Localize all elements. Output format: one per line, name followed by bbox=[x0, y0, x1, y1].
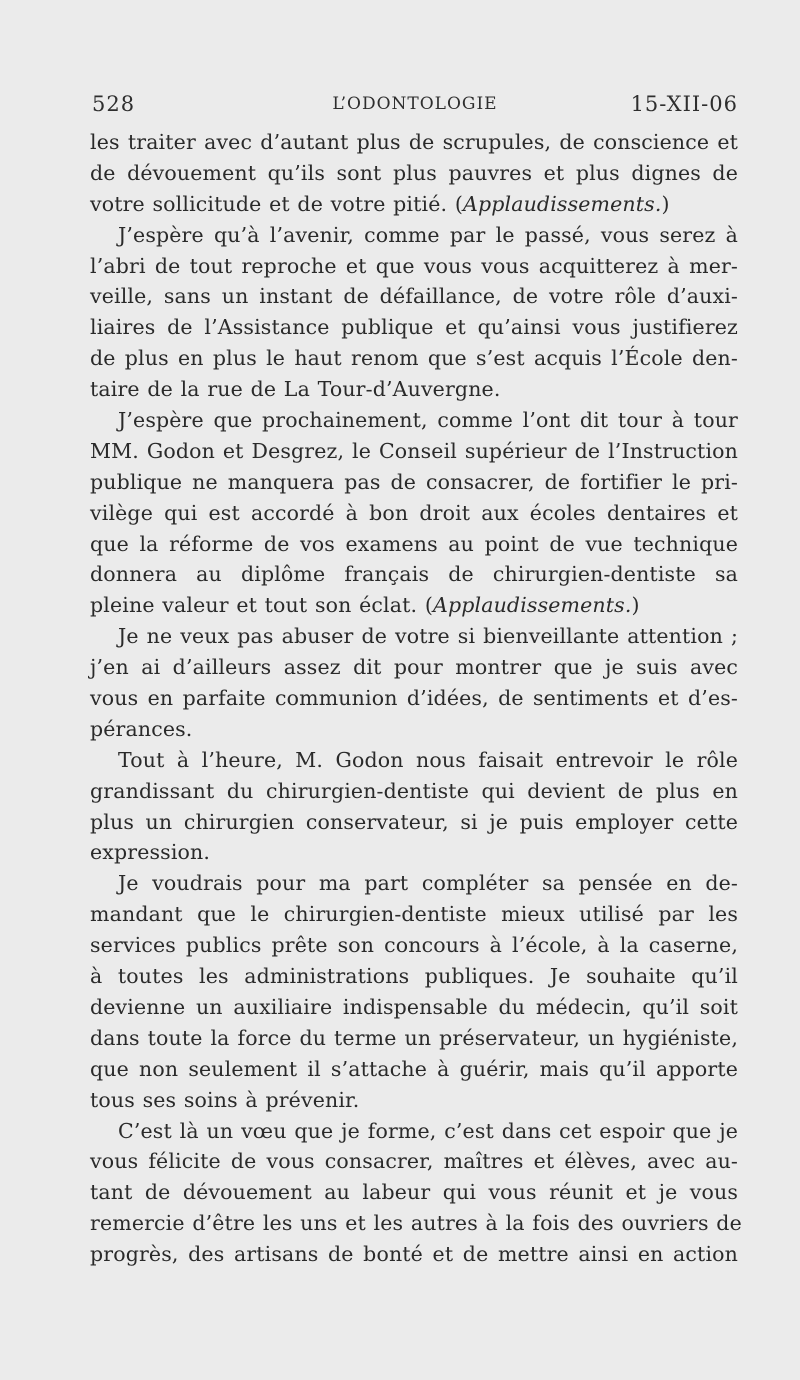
text-line bbox=[90, 961, 738, 992]
line-text: veille, sans un instant de défaillance, de votre rôle d’auxi- bbox=[90, 284, 738, 309]
text-line bbox=[90, 621, 738, 652]
text-line bbox=[90, 868, 738, 899]
text-line bbox=[90, 837, 738, 868]
text-line bbox=[90, 251, 738, 282]
line-text-end: ) bbox=[631, 593, 640, 618]
line-text: Je voudrais pour ma part compléter sa pensée en de- bbox=[118, 871, 738, 896]
text-line bbox=[90, 467, 738, 498]
line-text-end: ) bbox=[661, 191, 670, 216]
text-line bbox=[90, 436, 738, 467]
text-line bbox=[90, 745, 738, 776]
text-line bbox=[90, 312, 738, 343]
line-text: dans toute la force du terme un préservateur, un hygiéniste, bbox=[90, 1025, 738, 1050]
line-text: les traiter avec d’autant plus de scrupules, de conscience et bbox=[90, 130, 738, 154]
line-text: liaires de l’Assistance publique et qu’ainsi vous justifierez bbox=[90, 315, 738, 340]
text-line bbox=[90, 776, 738, 807]
body-text bbox=[90, 127, 742, 1270]
line-text: C’est là un vœu que je forme, c’est dans cet espoir que je bbox=[118, 1118, 738, 1143]
text-line bbox=[90, 807, 738, 838]
text-line bbox=[90, 343, 738, 374]
line-text: de dévouement qu’ils sont plus pauvres et plus dignes de bbox=[90, 160, 738, 185]
text-line bbox=[90, 1116, 738, 1147]
line-text: tous ses soins à prévenir. bbox=[90, 1087, 360, 1112]
line-text: donnera au diplôme français de chirurgien-dentiste sa bbox=[90, 562, 738, 587]
line-text: taire de la rue de La Tour-d’Auvergne. bbox=[90, 377, 501, 402]
text-line bbox=[90, 1146, 738, 1177]
applause-italic: Applaudissements. bbox=[463, 191, 662, 216]
text-line bbox=[90, 1085, 738, 1116]
issue-date: 15-XII-06 bbox=[630, 92, 738, 116]
line-text: expression. bbox=[90, 840, 211, 865]
text-line bbox=[90, 1023, 738, 1054]
text-line bbox=[90, 992, 738, 1023]
text-line bbox=[90, 559, 738, 590]
text-line bbox=[90, 529, 738, 560]
text-line bbox=[90, 127, 738, 158]
text-line bbox=[90, 1054, 738, 1085]
text-line bbox=[90, 1208, 742, 1239]
text-line bbox=[90, 374, 738, 405]
line-text: J’espère que prochainement, comme l’ont dit tour à tour bbox=[118, 408, 738, 433]
line-text: que non seulement il s’attache à guérir, mais qu’il apporte bbox=[90, 1056, 738, 1081]
line-text: grandissant du chirurgien-dentiste qui devient de plus en bbox=[90, 778, 738, 803]
line-text: que la réforme de vos examens au point de vue technique bbox=[90, 531, 738, 556]
text-line bbox=[90, 683, 738, 714]
line-text: vous en parfaite communion d’idées, de sentiments et d’es- bbox=[90, 686, 738, 711]
applause-italic: Applaudissements. bbox=[433, 593, 632, 618]
text-line bbox=[90, 1239, 738, 1270]
text-line bbox=[90, 1177, 738, 1208]
line-text: vilège qui est accordé à bon droit aux écoles dentaires et bbox=[90, 500, 738, 525]
line-text: mandant que le chirurgien-dentiste mieux utilisé par les bbox=[90, 902, 738, 927]
running-title: L’ODONTOLOGIE bbox=[332, 94, 498, 114]
text-line bbox=[90, 498, 738, 529]
line-text: devienne un auxiliaire indispensable du médecin, qu’il soit bbox=[90, 994, 738, 1019]
line-text: votre sollicitude et de votre pitié. ( bbox=[90, 191, 463, 216]
text-line bbox=[90, 590, 738, 621]
line-text: pleine valeur et tout son éclat. ( bbox=[90, 593, 433, 618]
text-line bbox=[90, 158, 738, 189]
line-text: tant de dévouement au labeur qui vous réunit et je vous bbox=[90, 1180, 738, 1205]
line-text: services publics prête son concours à l’école, à la caserne, bbox=[90, 933, 738, 958]
line-text: j’en ai d’ailleurs assez dit pour montrer que je suis avec bbox=[90, 655, 738, 680]
text-line bbox=[90, 281, 738, 312]
text-line bbox=[90, 189, 738, 220]
line-text: J’espère qu’à l’avenir, comme par le passé, vous serez à bbox=[118, 222, 738, 247]
line-text: pérances. bbox=[90, 716, 193, 741]
line-text: de plus en plus le haut renom que s’est acquis l’École den- bbox=[90, 346, 738, 371]
line-text: vous félicite de vous consacrer, maîtres et élèves, avec au- bbox=[90, 1149, 738, 1174]
line-text: publique ne manquera pas de consacrer, de fortifier le pri- bbox=[90, 469, 738, 494]
line-text: Tout à l’heure, M. Godon nous faisait entrevoir le rôle bbox=[118, 747, 738, 772]
page-number: 528 bbox=[92, 92, 136, 116]
line-text: remercie d’être les uns et les autres à la fois des ouvriers de bbox=[90, 1211, 742, 1236]
line-text: progrès, des artisans de bonté et de mettre ainsi en action bbox=[90, 1242, 738, 1267]
text-line bbox=[90, 405, 738, 436]
text-line bbox=[90, 899, 738, 930]
running-header bbox=[92, 92, 738, 122]
line-text: MM. Godon et Desgrez, le Conseil supérieur de l’Instruction bbox=[90, 438, 738, 463]
line-text: Je ne veux pas abuser de votre si bienveillante attention ; bbox=[118, 624, 738, 649]
text-line bbox=[90, 714, 738, 745]
text-line bbox=[90, 652, 738, 683]
text-line bbox=[90, 220, 738, 251]
line-text: l’abri de tout reproche et que vous vous acquitterez à mer- bbox=[90, 253, 738, 278]
line-text: à toutes les administrations publiques. Je souhaite qu’il bbox=[90, 964, 738, 989]
text-line bbox=[90, 930, 738, 961]
line-text: plus un chirurgien conservateur, si je puis employer cette bbox=[90, 809, 738, 834]
